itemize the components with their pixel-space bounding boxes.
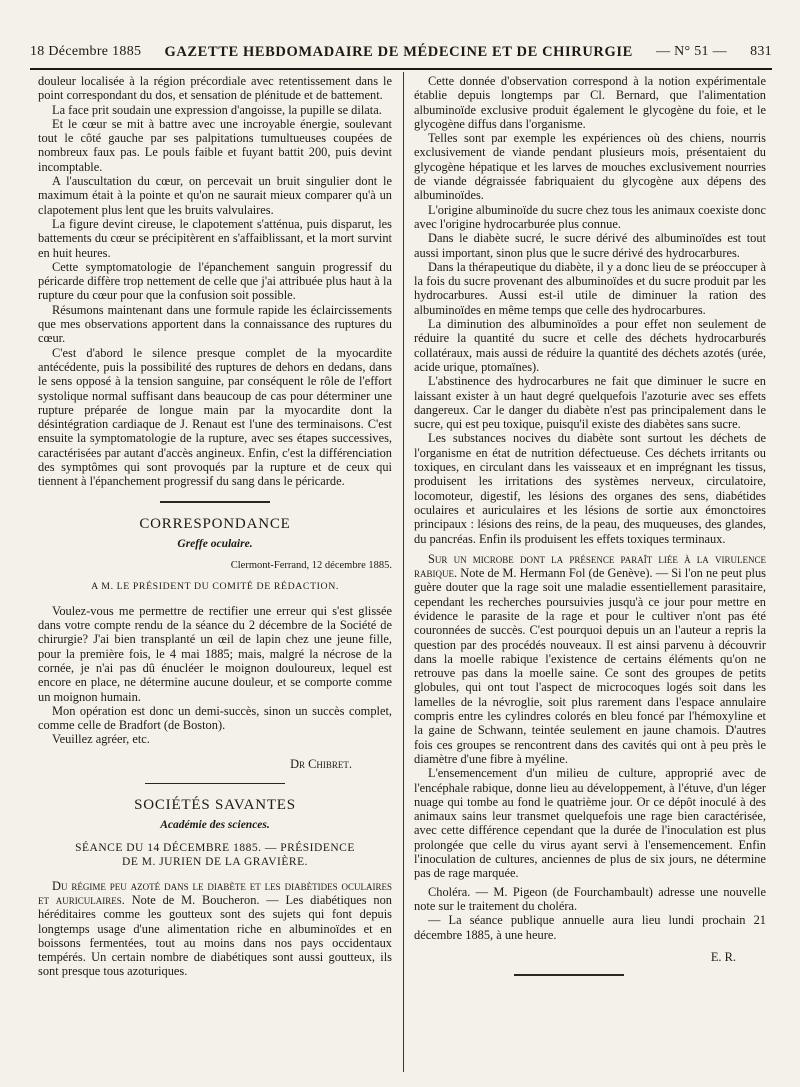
seance-heading: [38, 841, 392, 869]
header-rule: [30, 68, 772, 70]
paragraph: Cette symptomatologie de l'épanchement sanguin progressif du péricarde diffère trop nettement de celle que j'ai attribuée plus haut à la rupture du cœur pour que la confusion soit possible.: [38, 259, 392, 303]
letter-signature: Dr Chibret.: [290, 756, 352, 771]
letter-dateline: Clermont-Ferrand, 12 décembre 1885.: [230, 560, 392, 572]
letter-paragraph: Veuillez agréer, etc.: [52, 732, 150, 747]
paragraph: Dans le diabète sucré, le sucre dérivé des albuminoïdes est tout aussi important, sinon plus que le sucre dérivé des hydrocarbures.: [414, 231, 766, 260]
paragraph: La face prit soudain une expression d'angoisse, la pupille se dilata.: [52, 102, 382, 117]
boucheron-note: [38, 879, 392, 979]
paragraph: C'est d'abord le silence presque complet de la myocardite antécédente, puis la possibilité des ruptures de dehors en dedans, dans le sens opposé à la tension sanguine, par conséquent le rôle de l'effort systolique normal suffisant dans beaucoup de cas pour déterminer une rupture préparée de longue main par la myocardite dont la désintégration cardiaque de J. Renaut est l'une des terminaisons. C'est ensuite la symptomatologie de la rupture, avec ses étapes successives, caractérisées par autant d'accès angineux. Enfin, c'est la différenciation des symptômes qui sont provoqués par la rupture et de ceux qui tiennent à l'épanchement progressif du sang dans le péricarde.: [38, 345, 392, 489]
page-number: 831: [750, 44, 772, 59]
right-column: [414, 74, 766, 976]
correspondance-title: CORRESPONDANCE: [139, 515, 291, 532]
seance-line: DE M. JURIEN DE LA GRAVIÈRE.: [122, 855, 308, 868]
paragraph: L'abstinence des hydrocarbures ne fait que diminuer le sucre en laissant exister à un haut degré quelquefois l'azoturie avec ses effets dangereux. Car le danger du diabète n'est pas principalement dans le sucre, qui est peu toxique, puisqu'il existe des diabètes sans sucre.: [414, 374, 766, 432]
letter-paragraph: Voulez-vous me permettre de rectifier une erreur qui s'est glissée dans votre compte rendu de la séance du 2 décembre de la Société de chirurgie? J'ai bien transplanté un œil de lapin chez une jeune fille, pour la première fois, le 4 mai 1885; mais, malgré la nécrose de la cornée, je n'ai pas dû énucléer le moignon douloureux, lequel est encore en place, ne détermine aucune douleur, et se comporte comme un moignon humain.: [38, 603, 392, 704]
paragraph: Et le cœur se mit à battre avec une incroyable énergie, soulevant tout le côté gauche par ses palpitations tumultueuses coupées de nombreux faux pas. Le pouls faible et fuyant battit 200, puis devint incomptable.: [38, 116, 392, 174]
note-heading: Du régime peu azoté dans le diabète et les diabètides oculaires et auriculaires.: [38, 878, 392, 907]
issue-number: — N° 51 —: [656, 44, 727, 59]
seance-publique-note: — La séance publique annuelle aura lieu lundi prochain 21 décembre 1885, à une heure.: [414, 913, 766, 942]
fol-note: [414, 552, 766, 766]
paragraph: La diminution des albuminoïdes a pour effet non seulement de réduire la quantité du sucre et celle des déchets hydrocarburés collatéraux, mais aussi de réduire la quantité des déchets azotés (urée, acide urique, ptomaïnes).: [414, 317, 766, 374]
academie-subtitle: Académie des sciences.: [160, 819, 270, 832]
note-heading: Sur un microbe dont la présence paraît liée à la virulence rabique.: [414, 551, 766, 581]
paragraph: Telles sont par exemple les expériences où des chiens, nourris exclusivement de viande pendant plusieurs mois, présentaient du glycogène hépatique et les larves de mouches exclusivement nourries de viande dégraissée fabriquaient du glycogène aux dépens des albuminoïdes.: [414, 131, 766, 203]
column-divider: [403, 72, 404, 1072]
running-header: [30, 38, 772, 66]
paragraph: L'origine albuminoïde du sucre chez tous les animaux coexiste donc avec l'origine hydrocarburée plus connue.: [414, 202, 766, 231]
header-date: 18 Décembre 1885: [30, 44, 142, 59]
letter-address: A M. LE PRÉSIDENT DU COMITÉ DE RÉDACTION.: [91, 580, 339, 592]
note-body: Note de M. Hermann Fol (de Genève). — Si l'on ne peut plus guère douter que la rage soit une maladie essentiellement parasitaire, cependant les recherches poursuivies jusqu'à ce jour pour mettre en évidence le parasite de la rage et pour le cultiver n'ont pas été couronnées de succès. C'est pourquoi depuis un an l'auteur a repris la question par des procédés nouveaux. Il est ainsi parvenu à découvrir dans la moelle rabique l'existence de certains éléments qu'on ne retrouve pas dans la moelle saine. Ce sont des groupes de petits globules, qui ont tout l'aspect de microcoques logés soit dans les lamelles de la névroglie, soit plus rarement dans l'espace annulaire compris entre les cylindres colorés en bleu foncé par l'hémoxyline et la gaine de Schwann, teintée seulement en jaune chamois. D'autres fois ces groupes se rencontrent dans des cavités qui ont à peu près le diamètre d'une fibre à myéline.: [414, 566, 766, 766]
paragraph: A l'auscultation du cœur, on percevait un bruit singulier dont le maximum était à la pointe et qu'on ne saurait mieux comparer qu'à un clapotement plus lent que les bruits valvulaires.: [38, 174, 392, 217]
end-rule: [514, 974, 624, 976]
journal-title: GAZETTE HEBDOMADAIRE DE MÉDECINE ET DE CHIRURGIE: [164, 43, 633, 60]
editor-initials: E. R.: [710, 949, 736, 964]
section-separator: [145, 783, 285, 784]
left-column: [38, 74, 392, 979]
section-separator: [160, 501, 270, 503]
paragraph: La figure devint cireuse, le clapotement s'atténua, puis disparut, les battements du cœur se précipitèrent en s'affaiblissant, et la mort survint en huit heures.: [38, 216, 392, 260]
paragraph: douleur localisée à la région précordiale avec retentissement dans le point correspondant du dos, et sensation de plénitude et de battement.: [38, 74, 392, 103]
seance-line: SÉANCE DU 14 DÉCEMBRE 1885. — PRÉSIDENCE: [75, 841, 355, 854]
letter-paragraph: Mon opération est donc un demi-succès, sinon un succès complet, comme celle de Bradfort (de Boston).: [38, 703, 392, 733]
paragraph: Dans la thérapeutique du diabète, il y a donc lieu de se préoccuper à la fois du sucre provenant des albuminoïdes et du sucre produit par les hydrocarbures. Aussi est-il utile de diminuer la ration des albuminoïdes en même temps que celle des hydrocarbures.: [414, 259, 766, 317]
paragraph: L'ensemencement d'un milieu de culture, approprié avec de l'encéphale rabique, donne lieu au développement, à l'étuve, d'un léger nuage qui tombe au fond le quatrième jour. Or ce dépôt inoculé à des animaux sains leur transmet quelquefois une rage bien caractérisée, avec cette différence cependant que la durée de l'inoculation est plus prolongée que celle du virus ayant servi à l'ensemencement. Enfin l'inoculation de cultures, anciennes de plus de six jours, ne détermine pas de rage marquée.: [414, 766, 766, 881]
paragraph: Les substances nocives du diabète sont surtout les déchets de l'organisme en état de nutrition défectueuse. Ces déchets irritants ou toxiques, en circulant dans les vaisseaux et en imprégnant les tissus, produisent les irritations des systèmes nerveux, circulatoire, locomoteur, digestif, les lésions des organes des sens, diabétides oculaires et auriculaires et les lésions de sortie aux émonctoires principaux : lésions des reins, de la peau, des muqueuses, des glandes, du pancréas. Enfin ils produisent les effets toxiques terminaux.: [414, 431, 766, 546]
correspondance-subtitle: Greffe oculaire.: [177, 537, 253, 550]
note-body: Note de M. Boucheron. — Les diabétiques non héréditaires comme les goutteux sont des sujets qui font depuis longtemps usage d'une alimentation riche en albuminoïdes et en boissons fermentées, tout au moins dans nos pays occidentaux tempérés. Un certain nombre de diabétiques sont aussi goutteux, ils sont presque tous azoturiques.: [38, 892, 392, 979]
paragraph: Cette donnée d'observation correspond à la notion expérimentale établie depuis longtemps par Cl. Bernard, que l'alimentation albuminoïde exclusive produit également le glycogène du foie, et le glycogène diffus dans l'organisme.: [414, 74, 766, 131]
societes-title: SOCIÉTÉS SAVANTES: [134, 797, 296, 814]
cholera-note: Choléra. — M. Pigeon (de Fourchambault) adresse une nouvelle note sur le traitement du choléra.: [414, 884, 766, 913]
paragraph: Résumons maintenant dans une formule rapide les éclaircissements que mes observations apportent dans la connaissance des ruptures du cœur.: [38, 302, 392, 346]
